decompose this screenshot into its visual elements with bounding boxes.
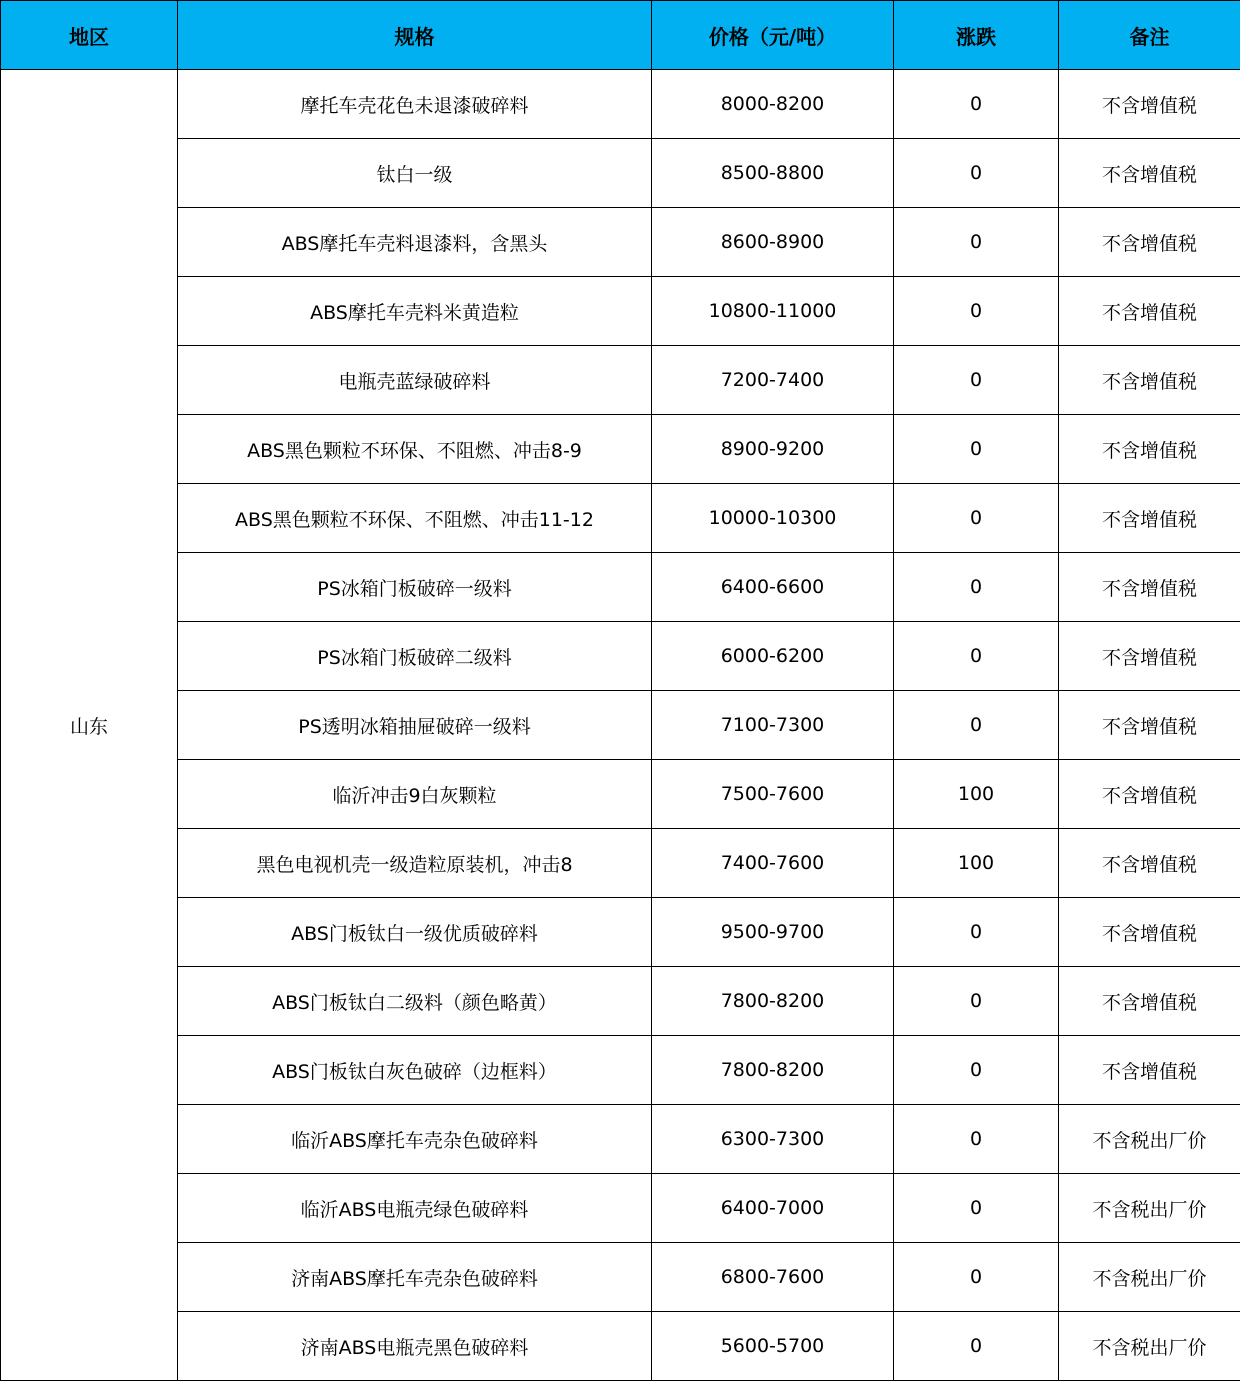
spec-cell: 临沂ABS摩托车壳杂色破碎料 — [178, 1105, 652, 1174]
spec-cell: 摩托车壳花色未退漆破碎料 — [178, 70, 652, 139]
price-cell: 10800-11000 — [652, 277, 894, 346]
table-row — [1, 691, 1240, 760]
price-cell: 7500-7600 — [652, 760, 894, 829]
change-cell: 0 — [894, 1243, 1059, 1312]
spec-cell: ABS门板钛白一级优质破碎料 — [178, 898, 652, 967]
price-cell: 7800-8200 — [652, 967, 894, 1036]
change-cell: 100 — [894, 829, 1059, 898]
spec-cell: 济南ABS摩托车壳杂色破碎料 — [178, 1243, 652, 1312]
price-cell: 7100-7300 — [652, 691, 894, 760]
region-cell: 山东 — [1, 70, 178, 1381]
table-row — [1, 1243, 1240, 1312]
note-cell: 不含增值税 — [1059, 484, 1240, 553]
price-cell: 9500-9700 — [652, 898, 894, 967]
table-body — [1, 70, 1240, 1381]
price-cell: 6300-7300 — [652, 1105, 894, 1174]
table-row — [1, 760, 1240, 829]
price-cell: 7800-8200 — [652, 1036, 894, 1105]
change-cell: 0 — [894, 208, 1059, 277]
change-cell: 0 — [894, 1105, 1059, 1174]
price-cell: 8000-8200 — [652, 70, 894, 139]
table-row — [1, 1174, 1240, 1243]
spec-cell: 钛白一级 — [178, 139, 652, 208]
table-row — [1, 415, 1240, 484]
price-cell: 5600-5700 — [652, 1312, 894, 1381]
change-cell: 0 — [894, 346, 1059, 415]
change-cell: 0 — [894, 691, 1059, 760]
price-cell: 7400-7600 — [652, 829, 894, 898]
change-cell: 0 — [894, 1312, 1059, 1381]
change-cell: 0 — [894, 139, 1059, 208]
note-cell: 不含税出厂价 — [1059, 1105, 1240, 1174]
change-cell: 0 — [894, 967, 1059, 1036]
note-cell: 不含增值税 — [1059, 691, 1240, 760]
note-cell: 不含增值税 — [1059, 760, 1240, 829]
header-price: 价格（元/吨） — [652, 1, 894, 70]
price-cell: 8600-8900 — [652, 208, 894, 277]
table-row — [1, 898, 1240, 967]
note-cell: 不含增值税 — [1059, 622, 1240, 691]
price-cell: 8900-9200 — [652, 415, 894, 484]
note-cell: 不含增值税 — [1059, 208, 1240, 277]
change-cell: 0 — [894, 277, 1059, 346]
spec-cell: 临沂ABS电瓶壳绿色破碎料 — [178, 1174, 652, 1243]
change-cell: 100 — [894, 760, 1059, 829]
header-note: 备注 — [1059, 1, 1240, 70]
note-cell: 不含增值税 — [1059, 70, 1240, 139]
price-cell: 6400-7000 — [652, 1174, 894, 1243]
note-cell: 不含增值税 — [1059, 967, 1240, 1036]
spec-cell: ABS摩托车壳料米黄造粒 — [178, 277, 652, 346]
spec-cell: 黑色电视机壳一级造粒原装机，冲击8 — [178, 829, 652, 898]
note-cell: 不含增值税 — [1059, 346, 1240, 415]
price-cell: 6400-6600 — [652, 553, 894, 622]
spec-cell: 济南ABS电瓶壳黑色破碎料 — [178, 1312, 652, 1381]
change-cell: 0 — [894, 622, 1059, 691]
spec-cell: PS透明冰箱抽屉破碎一级料 — [178, 691, 652, 760]
note-cell: 不含增值税 — [1059, 898, 1240, 967]
table-row — [1, 484, 1240, 553]
note-cell: 不含税出厂价 — [1059, 1312, 1240, 1381]
table-row — [1, 829, 1240, 898]
table-row — [1, 346, 1240, 415]
change-cell: 0 — [894, 415, 1059, 484]
change-cell: 0 — [894, 898, 1059, 967]
table-row — [1, 70, 1240, 139]
table-row — [1, 139, 1240, 208]
table-row — [1, 622, 1240, 691]
spec-cell: PS冰箱门板破碎二级料 — [178, 622, 652, 691]
note-cell: 不含增值税 — [1059, 415, 1240, 484]
price-cell: 8500-8800 — [652, 139, 894, 208]
price-cell: 6800-7600 — [652, 1243, 894, 1312]
note-cell: 不含增值税 — [1059, 1036, 1240, 1105]
note-cell: 不含增值税 — [1059, 553, 1240, 622]
table-row — [1, 277, 1240, 346]
price-cell: 6000-6200 — [652, 622, 894, 691]
table-row — [1, 1036, 1240, 1105]
change-cell: 0 — [894, 484, 1059, 553]
price-cell: 10000-10300 — [652, 484, 894, 553]
table-row — [1, 553, 1240, 622]
spec-cell: 电瓶壳蓝绿破碎料 — [178, 346, 652, 415]
spec-cell: 临沂冲击9白灰颗粒 — [178, 760, 652, 829]
change-cell: 0 — [894, 1036, 1059, 1105]
spec-cell: ABS黑色颗粒不环保、不阻燃、冲击8-9 — [178, 415, 652, 484]
spec-cell: ABS摩托车壳料退漆料，含黑头 — [178, 208, 652, 277]
table-row — [1, 1312, 1240, 1381]
table-row — [1, 967, 1240, 1036]
price-cell: 7200-7400 — [652, 346, 894, 415]
header-change: 涨跌 — [894, 1, 1059, 70]
change-cell: 0 — [894, 1174, 1059, 1243]
note-cell: 不含税出厂价 — [1059, 1243, 1240, 1312]
spec-cell: ABS黑色颗粒不环保、不阻燃、冲击11-12 — [178, 484, 652, 553]
note-cell: 不含增值税 — [1059, 277, 1240, 346]
spec-cell: ABS门板钛白二级料（颜色略黄） — [178, 967, 652, 1036]
table-header-row — [1, 1, 1240, 70]
note-cell: 不含增值税 — [1059, 139, 1240, 208]
note-cell: 不含税出厂价 — [1059, 1174, 1240, 1243]
spec-cell: PS冰箱门板破碎一级料 — [178, 553, 652, 622]
table-row — [1, 208, 1240, 277]
note-cell: 不含增值税 — [1059, 829, 1240, 898]
change-cell: 0 — [894, 70, 1059, 139]
table-row — [1, 1105, 1240, 1174]
header-spec: 规格 — [178, 1, 652, 70]
change-cell: 0 — [894, 553, 1059, 622]
spec-cell: ABS门板钛白灰色破碎（边框料） — [178, 1036, 652, 1105]
header-region: 地区 — [1, 1, 178, 70]
